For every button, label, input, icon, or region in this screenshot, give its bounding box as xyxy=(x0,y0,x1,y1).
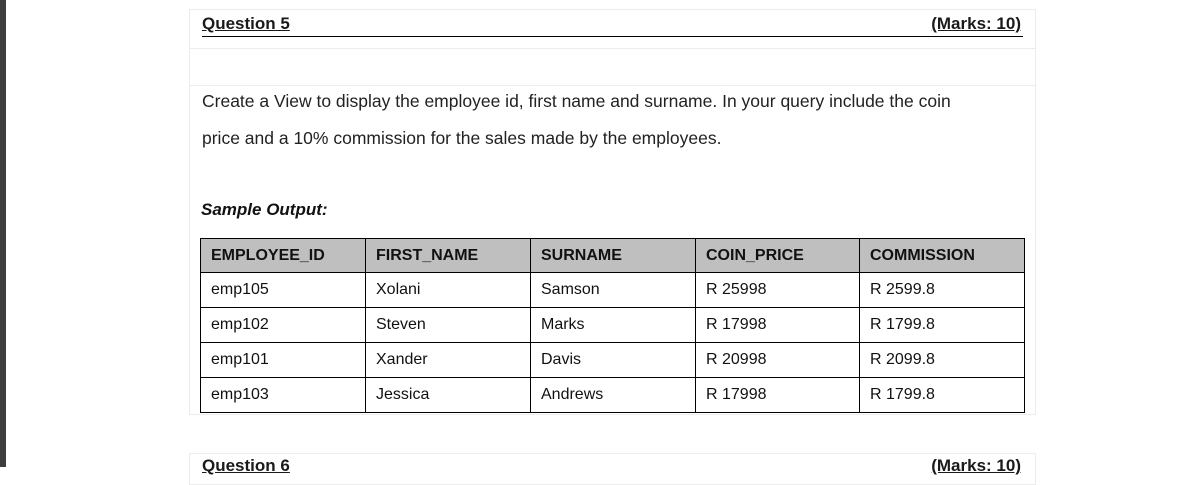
cell-first-name: Xolani xyxy=(366,273,531,308)
question-6-marks: (Marks: 10) xyxy=(931,456,1021,475)
cell-first-name: Xander xyxy=(366,343,531,378)
cell-first-name: Jessica xyxy=(366,378,531,413)
document-page xyxy=(189,0,1036,475)
header-first-name: FIRST_NAME xyxy=(366,239,531,273)
cell-commission: R 1799.8 xyxy=(860,378,1025,413)
cell-surname: Andrews xyxy=(531,378,696,413)
question-6-title: Question 6 xyxy=(202,456,290,475)
question-5-marks: (Marks: 10) xyxy=(931,14,1021,33)
cell-coin-price: R 17998 xyxy=(696,378,860,413)
window-left-edge xyxy=(0,0,6,467)
cell-surname: Samson xyxy=(531,273,696,308)
header-surname: SURNAME xyxy=(531,239,696,273)
spacer-box xyxy=(189,48,1036,86)
question-5-text-line-2: price and a 10% commission for the sales made by the employees. xyxy=(202,128,722,148)
question-5-heading-box xyxy=(189,9,1036,49)
cell-employee-id: emp101 xyxy=(201,343,366,378)
cell-surname: Davis xyxy=(531,343,696,378)
question-6-heading-box xyxy=(189,453,1036,485)
header-coin-price: COIN_PRICE xyxy=(696,239,860,273)
table-row xyxy=(201,308,1025,343)
table-row xyxy=(201,378,1025,413)
cell-commission: R 2099.8 xyxy=(860,343,1025,378)
question-6-heading xyxy=(202,454,1023,478)
cell-coin-price: R 25998 xyxy=(696,273,860,308)
question-5-text-line-1: Create a View to display the employee id, first name and surname. In your query include the coin xyxy=(202,91,951,111)
table-row xyxy=(201,343,1025,378)
table-row xyxy=(201,273,1025,308)
table-header-row xyxy=(201,239,1025,273)
sample-output-label: Sample Output: xyxy=(201,200,328,219)
cell-first-name: Steven xyxy=(366,308,531,343)
cell-surname: Marks xyxy=(531,308,696,343)
cell-employee-id: emp103 xyxy=(201,378,366,413)
cell-commission: R 2599.8 xyxy=(860,273,1025,308)
header-commission: COMMISSION xyxy=(860,239,1025,273)
header-employee-id: EMPLOYEE_ID xyxy=(201,239,366,273)
cell-employee-id: emp105 xyxy=(201,273,366,308)
sample-output-table xyxy=(200,238,1025,413)
question-5-title: Question 5 xyxy=(202,14,290,33)
question-5-heading xyxy=(202,12,1023,37)
cell-coin-price: R 17998 xyxy=(696,308,860,343)
cell-employee-id: emp102 xyxy=(201,308,366,343)
cell-coin-price: R 20998 xyxy=(696,343,860,378)
cell-commission: R 1799.8 xyxy=(860,308,1025,343)
